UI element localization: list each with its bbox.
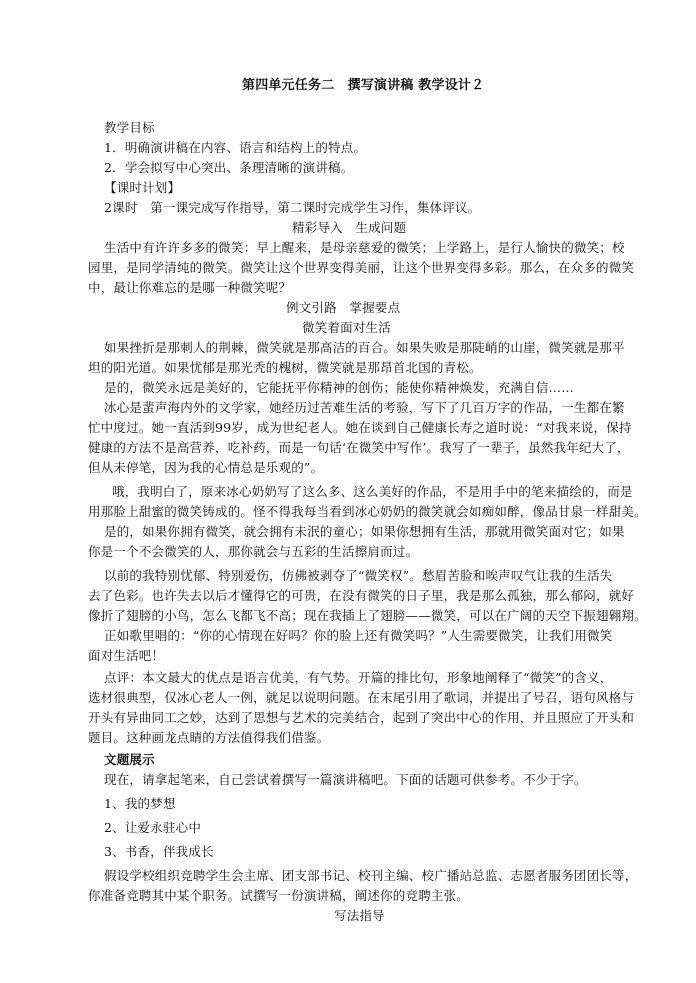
document-page: 第四单元任务二 撰写演讲稿 教学设计２ 教学目标 1．明确演讲稿在内容、语言和结构上的特点。 2．学会拟写中心突出、条理清晰的演讲稿。 【课时计划】 2课时 第一课完成写作指导，第二课时完成学生习作，集体评议。 精彩导入 生成问题 生活中有许许多多的微笑：早上醒来，是母亲慈爱的微笑；上学路上，是行人愉快的微笑；校 园里，是同学清纯的微笑。微笑让这个世界变得美丽，让这个世界变得多彩。那么，在众多的微笑 中，最让你难忘的是哪一种微笑呢？ 例文引路 掌握要点 微笑着面对生活 如果挫折是那刺人的荆棘，微笑就是那高洁的百合。如果失败是那陡峭的山崖，微笑就是那平 坦的阳光道。如果忧郁是那光秃的槐树，微笑就是那昂首北国的青松。 是的，微笑永远是美好的，它能抚平你精神的创伤；能使你精神焕发，充满自信…… 冰心是蜚声海内外的文学家，她经历过苦难生活的考验，写下了几百万字的作品，一生都在繁 忙中度过。她一直活到99岁，成为世纪老人。她在谈到自己健康长寿之道时说：“对我来说，保持 健康的方法不是高营养，吃补药，而是一句话‘在微笑中写作’。我写了一辈子，虽然我年纪大了， 但从未停笔，因为我的心情总是乐观的”。 哦，我明白了，原来冰心奶奶写了这么多、这么美好的作品，不是用手中的笔来描绘的，而是 用那脸上甜蜜的微笑铸成的。怪不得我每当看到冰心奶奶的微笑就会如痴如醉，像品甘泉一样甜美。 是的，如果你拥有微笑，就会拥有未泯的童心；如果你想拥有生活，那就用微笑面对它；如果 你是一个不会微笑的人，那你就会与五彩的生活擦肩而过。 以前的我特别忧郁、特别爱伤，仿佛被剥夺了“微笑权”。愁眉苦脸和唉声叹气让我的生活失 去了色彩。也许失去以后才懂得它的可贵，在没有微笑的日子里，我是那么孤独，那么郁闷，就好 像折了翅膀的小鸟，怎么飞都飞不高；现在我插上了翅膀——微笑，可以在广阔的天空下振翅翱翔。 正如歌里唱的：“你的心情现在好吗？你的脸上还有微笑吗？”人生需要微笑，让我们用微笑 面对生活吧！ 点评：本文最大的优点是语言优美，有气势。开篇的排比句，形象地阐释了“微笑”的含义， 选材很典型，仅冰心老人一例，就足以说明问题。在末尾引用了歌词，并提出了号召，语句风格与 开头有异曲同工之妙，达到了思想与艺术的完美结合，起到了突出中心的作用，并且照应了开头和 题目。这种画龙点睛的方法值得我们借鉴。 文题展示 现在，请拿起笔来，自己尝试着撰写一篇演讲稿吧。下面的话题可供参考。不少于字。 1、我的梦想 2、让爱永驻心中 3、书香，伴我成长 假设学校组织竞聘学生会主席、团支部书记、校刊主编、校广播站总监、志愿者服务团团长等， 你准备竞聘其中某个职务。试撰写一份演讲稿，阐述你的竞聘主张。 写法指导 [88, 78, 647, 923]
